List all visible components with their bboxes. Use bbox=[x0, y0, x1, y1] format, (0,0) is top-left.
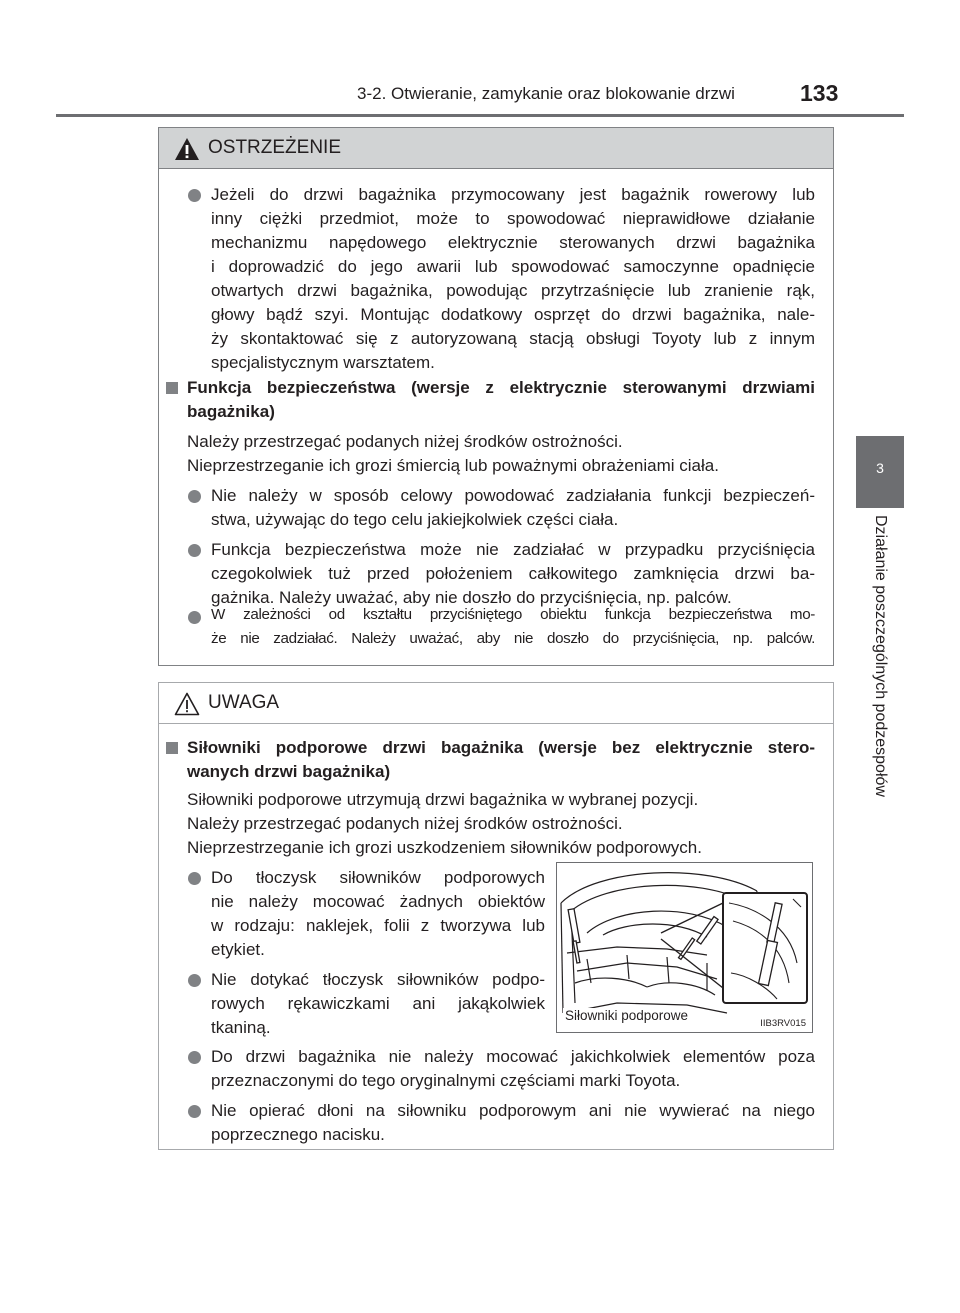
caution-triangle-icon bbox=[174, 692, 200, 716]
section-square-bullet bbox=[166, 382, 178, 394]
bullet-dot bbox=[188, 974, 201, 987]
section-heading-line: wanych drzwi bagażnika) bbox=[187, 762, 391, 781]
warning-paragraph-line: inny ciężki przedmiot, może to spowodować nieprawidłowe działanie bbox=[211, 209, 815, 228]
warning-box-header bbox=[159, 128, 833, 169]
chapter-tab[interactable] bbox=[856, 436, 904, 508]
bullet-line: Nie dotykać tłoczysk siłowników podpo- bbox=[211, 970, 545, 989]
warning-box-title: OSTRZEŻENIE bbox=[208, 137, 342, 158]
bullet-line: czegokolwiek tuż przed położeniem całkowitego zamknięcia drzwi ba- bbox=[211, 564, 815, 583]
section-heading-line: Funkcja bezpieczeństwa (wersje z elektrycznie sterowanymi drzwiami bbox=[187, 378, 815, 397]
bullet-line: etykiet. bbox=[211, 940, 265, 959]
bullet-line: tkaniną. bbox=[211, 1018, 271, 1037]
warning-paragraph-line: mechanizmu napędowego elektrycznie sterowanych drzwi bagażnika bbox=[211, 233, 815, 252]
header-rule bbox=[56, 114, 904, 117]
bullet-line: nie należy mocować żadnych obiektów bbox=[211, 892, 545, 911]
bullet-dot bbox=[188, 544, 201, 557]
warning-paragraph-line: głowy bądź szyi. Montując dodatkowy osprzęt do drzwi bagażnika, nale- bbox=[211, 305, 815, 324]
section-heading-line: Siłowniki podporowe drzwi bagażnika (wersje bez elektrycznie stero- bbox=[187, 738, 815, 757]
section-square-bullet bbox=[166, 742, 178, 754]
bullet-line: Do drzwi bagażnika nie należy mocować jakichkolwiek elementów poza bbox=[211, 1047, 815, 1066]
bullet-line: Do tłoczysk siłowników podporowych bbox=[211, 868, 545, 887]
figure-code: IIB3RV015 bbox=[760, 1018, 806, 1029]
chapter-tab-label: Działanie poszczególnych podzespołów bbox=[872, 515, 889, 797]
bullet-dot bbox=[188, 611, 201, 624]
bullet-dot bbox=[188, 1105, 201, 1118]
bullet-line: W zależności od kształtu przyciśniętego obiektu funkcja bezpieczeństwa mo- bbox=[211, 606, 815, 623]
warning-box bbox=[158, 127, 834, 666]
warning-paragraph-line: otwartych drzwi bagażnika, powodując przytrzaśnięcie lub zranienie rąk, bbox=[211, 281, 815, 300]
warning-paragraph-line: specjalistycznym warsztatem. bbox=[211, 353, 435, 372]
warning-paragraph-line: Jeżeli do drzwi bagażnika przymocowany jest bagażnik rowerowy lub bbox=[211, 185, 815, 204]
section-heading-line: bagażnika) bbox=[187, 402, 275, 421]
bullet-line: Nie opierać dłoni na siłowniku podporowym ani nie wywierać na niego bbox=[211, 1101, 815, 1120]
bullet-line: poprzecznego nacisku. bbox=[211, 1125, 385, 1144]
caution-box-title: UWAGA bbox=[208, 692, 280, 713]
bullet-line: przeznaczonymi do tego oryginalnymi częściami marki Toyota. bbox=[211, 1071, 681, 1090]
bullet-dot bbox=[188, 189, 201, 202]
strut-illustration bbox=[556, 862, 813, 1033]
bullet-line: że nie zadziałać. Należy uważać, aby nie doszło do przyciśnięcia, np. palców. bbox=[211, 630, 815, 647]
caution-box-header bbox=[159, 683, 833, 724]
warning-triangle-icon bbox=[174, 137, 200, 161]
page-number: 133 bbox=[800, 80, 839, 106]
intro-line: Nieprzestrzeganie ich grozi uszkodzeniem siłowników podporowych. bbox=[187, 838, 702, 857]
bullet-dot bbox=[188, 1051, 201, 1064]
bullet-line: w rodzaju: naklejek, folii z tworzywa lub bbox=[211, 916, 545, 935]
bullet-line: Funkcja bezpieczeństwa może nie zadziałać w przypadku przyciśnięcia bbox=[211, 540, 815, 559]
intro-line: Nieprzestrzeganie ich grozi śmiercią lub poważnymi obrażeniami ciała. bbox=[187, 456, 719, 475]
bullet-line: rowych rękawiczkami ani jakąkolwiek bbox=[211, 994, 545, 1013]
intro-line: Należy przestrzegać podanych niżej środków ostrożności. bbox=[187, 814, 623, 833]
intro-line: Należy przestrzegać podanych niżej środków ostrożności. bbox=[187, 432, 623, 451]
figure-caption: Siłowniki podporowe bbox=[565, 1008, 689, 1023]
bullet-dot bbox=[188, 490, 201, 503]
warning-paragraph-line: ży skontaktować się z autoryzowaną stacją obsługi Toyoty lub z innym bbox=[211, 329, 815, 348]
bullet-line: Nie należy w sposób celowy powodować zadziałania funkcji bezpieczeń- bbox=[211, 486, 815, 505]
intro-line: Siłowniki podporowe utrzymują drzwi bagażnika w wybranej pozycji. bbox=[187, 790, 699, 809]
chapter-tab-number: 3 bbox=[876, 460, 884, 476]
warning-paragraph-line: i doprowadzić do jego awarii lub spowodować samoczynne opadnięcie bbox=[211, 257, 815, 276]
bullet-line: stwa, używając do tego celu jakiejkolwiek części ciała. bbox=[211, 510, 619, 529]
page-header-title: 3-2. Otwieranie, zamykanie oraz blokowanie drzwi bbox=[357, 84, 735, 103]
bullet-dot bbox=[188, 872, 201, 885]
bullet-line: gażnika. Należy uważać, aby nie doszło do przyciśnięcia, np. palców. bbox=[211, 588, 732, 607]
